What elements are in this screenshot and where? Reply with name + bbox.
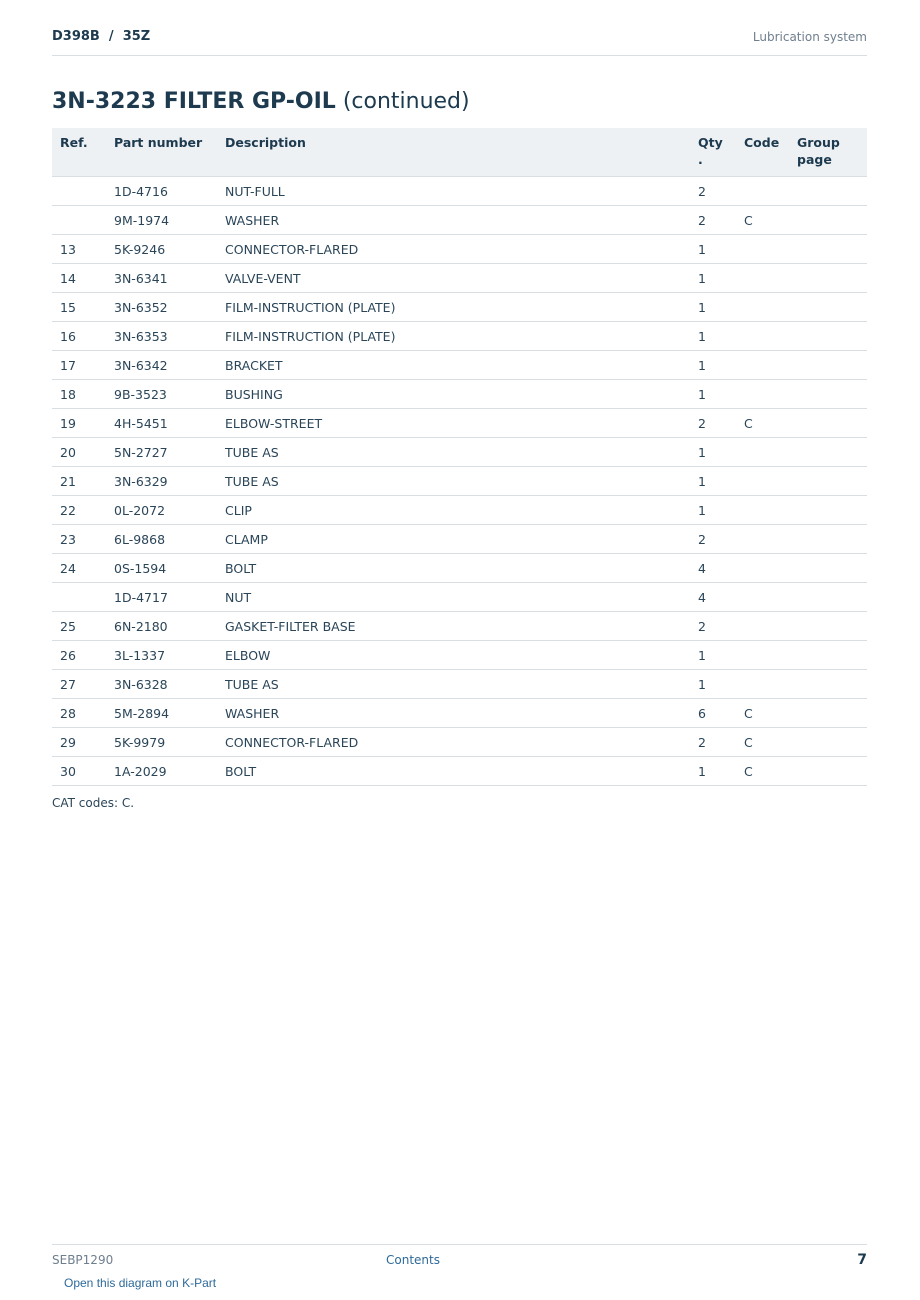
- cell-description: WASHER: [217, 699, 690, 728]
- cell-ref: 14: [52, 264, 106, 293]
- parts-table: [52, 128, 867, 786]
- cell-ref: 15: [52, 293, 106, 322]
- cell-group-page: [789, 496, 867, 525]
- cell-description: TUBE AS: [217, 467, 690, 496]
- cell-code: [736, 641, 789, 670]
- table-row: [52, 467, 867, 496]
- cell-group-page: [789, 554, 867, 583]
- cell-part-number: 1D-4716: [106, 177, 217, 206]
- cell-qty: 1: [690, 264, 736, 293]
- doc-id: SEBP1290: [52, 1253, 114, 1267]
- header-description: Description: [217, 128, 690, 177]
- cell-code: C: [736, 757, 789, 786]
- cell-qty: 1: [690, 322, 736, 351]
- cell-ref: 20: [52, 438, 106, 467]
- cell-description: FILM-INSTRUCTION (PLATE): [217, 293, 690, 322]
- cell-description: TUBE AS: [217, 438, 690, 467]
- cell-description: ELBOW: [217, 641, 690, 670]
- page-footer: [52, 1244, 867, 1275]
- cell-qty: 1: [690, 641, 736, 670]
- cell-code: C: [736, 409, 789, 438]
- cell-qty: 1: [690, 380, 736, 409]
- cell-group-page: [789, 438, 867, 467]
- cell-description: NUT: [217, 583, 690, 612]
- cell-code: C: [736, 206, 789, 235]
- cell-description: BOLT: [217, 757, 690, 786]
- cell-code: [736, 380, 789, 409]
- table-row: [52, 264, 867, 293]
- cell-part-number: 3N-6342: [106, 351, 217, 380]
- cell-code: C: [736, 699, 789, 728]
- cell-code: [736, 351, 789, 380]
- cell-description: CONNECTOR-FLARED: [217, 235, 690, 264]
- cell-qty: 4: [690, 583, 736, 612]
- cell-qty: 1: [690, 496, 736, 525]
- cell-group-page: [789, 322, 867, 351]
- cell-qty: 1: [690, 351, 736, 380]
- table-row: [52, 235, 867, 264]
- cell-ref: 24: [52, 554, 106, 583]
- cell-code: [736, 264, 789, 293]
- cell-description: BUSHING: [217, 380, 690, 409]
- cell-ref: [52, 206, 106, 235]
- cell-code: [736, 612, 789, 641]
- table-row: [52, 699, 867, 728]
- cell-group-page: [789, 235, 867, 264]
- cell-description: GASKET-FILTER BASE: [217, 612, 690, 641]
- cell-group-page: [789, 670, 867, 699]
- cell-description: BOLT: [217, 554, 690, 583]
- cell-qty: 2: [690, 206, 736, 235]
- header-code: Code: [736, 128, 789, 177]
- cell-qty: 1: [690, 293, 736, 322]
- table-row: [52, 351, 867, 380]
- table-row: [52, 322, 867, 351]
- cell-group-page: [789, 612, 867, 641]
- table-row: [52, 293, 867, 322]
- cell-qty: 4: [690, 554, 736, 583]
- cell-ref: 17: [52, 351, 106, 380]
- cell-ref: [52, 177, 106, 206]
- cell-part-number: 1D-4717: [106, 583, 217, 612]
- header-qty-line1: Qty: [698, 135, 723, 150]
- cell-part-number: 5M-2894: [106, 699, 217, 728]
- cell-group-page: [789, 351, 867, 380]
- cell-qty: 1: [690, 467, 736, 496]
- cell-description: ELBOW-STREET: [217, 409, 690, 438]
- cell-code: [736, 496, 789, 525]
- cell-code: [736, 525, 789, 554]
- cell-qty: 1: [690, 670, 736, 699]
- cell-description: FILM-INSTRUCTION (PLATE): [217, 322, 690, 351]
- header-part-number: Part number: [106, 128, 217, 177]
- cell-part-number: 3L-1337: [106, 641, 217, 670]
- cell-part-number: 3N-6328: [106, 670, 217, 699]
- cell-qty: 2: [690, 525, 736, 554]
- cell-description: BRACKET: [217, 351, 690, 380]
- cell-part-number: 3N-6353: [106, 322, 217, 351]
- table-row: [52, 438, 867, 467]
- header-group-page: [789, 128, 867, 177]
- cell-ref: 13: [52, 235, 106, 264]
- cell-qty: 2: [690, 728, 736, 757]
- cell-group-page: [789, 264, 867, 293]
- cell-code: [736, 322, 789, 351]
- cell-group-page: [789, 583, 867, 612]
- cell-ref: 27: [52, 670, 106, 699]
- cell-ref: 26: [52, 641, 106, 670]
- cell-ref: 25: [52, 612, 106, 641]
- cell-qty: 1: [690, 235, 736, 264]
- table-header-row: [52, 128, 867, 177]
- header-qty-line2: .: [698, 152, 703, 167]
- cell-qty: 6: [690, 699, 736, 728]
- cell-ref: 21: [52, 467, 106, 496]
- section-label: Lubrication system: [752, 30, 867, 44]
- cell-ref: 22: [52, 496, 106, 525]
- header-qty: [690, 128, 736, 177]
- cell-qty: 2: [690, 612, 736, 641]
- cell-ref: [52, 583, 106, 612]
- cell-part-number: 5K-9246: [106, 235, 217, 264]
- header-ref: Ref.: [52, 128, 106, 177]
- cell-code: [736, 467, 789, 496]
- page-header: [52, 28, 867, 56]
- cell-description: CLIP: [217, 496, 690, 525]
- cell-group-page: [789, 728, 867, 757]
- table-row: [52, 641, 867, 670]
- cell-qty: 1: [690, 438, 736, 467]
- table-row: [52, 612, 867, 641]
- cell-part-number: 6L-9868: [106, 525, 217, 554]
- cell-code: [736, 554, 789, 583]
- table-row: [52, 525, 867, 554]
- cell-ref: 30: [52, 757, 106, 786]
- cell-part-number: 6N-2180: [106, 612, 217, 641]
- cell-qty: 2: [690, 409, 736, 438]
- cell-code: [736, 293, 789, 322]
- cell-group-page: [789, 699, 867, 728]
- cell-ref: 18: [52, 380, 106, 409]
- cell-part-number: 5K-9979: [106, 728, 217, 757]
- cell-qty: 1: [690, 757, 736, 786]
- title-suffix: (continued): [342, 89, 470, 114]
- cell-part-number: 3N-6329: [106, 467, 217, 496]
- cell-ref: 23: [52, 525, 106, 554]
- cell-group-page: [789, 177, 867, 206]
- cell-group-page: [789, 525, 867, 554]
- contents-link[interactable]: Contents: [386, 1253, 440, 1267]
- cell-group-page: [789, 641, 867, 670]
- header-group-line2: page: [797, 152, 832, 167]
- cell-group-page: [789, 293, 867, 322]
- cell-part-number: 0L-2072: [106, 496, 217, 525]
- cell-description: WASHER: [217, 206, 690, 235]
- cat-codes-note: CAT codes: C.: [52, 796, 135, 810]
- table-row: [52, 583, 867, 612]
- cell-ref: 28: [52, 699, 106, 728]
- cell-ref: 16: [52, 322, 106, 351]
- table-row: [52, 757, 867, 786]
- page-number: 7: [857, 1252, 867, 1268]
- cell-code: [736, 177, 789, 206]
- cell-part-number: 1A-2029: [106, 757, 217, 786]
- cell-group-page: [789, 467, 867, 496]
- model-label: D398B / 35Z: [52, 29, 151, 44]
- cell-part-number: 0S-1594: [106, 554, 217, 583]
- cell-code: C: [736, 728, 789, 757]
- table-row: [52, 409, 867, 438]
- table-row: [52, 496, 867, 525]
- cell-part-number: 3N-6352: [106, 293, 217, 322]
- cell-description: TUBE AS: [217, 670, 690, 699]
- cell-description: CLAMP: [217, 525, 690, 554]
- cell-part-number: 3N-6341: [106, 264, 217, 293]
- kpart-link[interactable]: Open this diagram on K-Part: [64, 1276, 217, 1290]
- cell-description: VALVE-VENT: [217, 264, 690, 293]
- cell-code: [736, 583, 789, 612]
- cell-qty: 2: [690, 177, 736, 206]
- cell-description: NUT-FULL: [217, 177, 690, 206]
- cell-ref: 19: [52, 409, 106, 438]
- table-row: [52, 177, 867, 206]
- header-group-line1: Group: [797, 135, 840, 150]
- table-row: [52, 554, 867, 583]
- cell-code: [736, 235, 789, 264]
- cell-group-page: [789, 380, 867, 409]
- table-row: [52, 728, 867, 757]
- table-row: [52, 380, 867, 409]
- page-title: [52, 89, 470, 114]
- cell-group-page: [789, 757, 867, 786]
- table-row: [52, 670, 867, 699]
- table-row: [52, 206, 867, 235]
- cell-part-number: 9B-3523: [106, 380, 217, 409]
- cell-part-number: 5N-2727: [106, 438, 217, 467]
- cell-code: [736, 670, 789, 699]
- cell-group-page: [789, 206, 867, 235]
- cell-ref: 29: [52, 728, 106, 757]
- cell-description: CONNECTOR-FLARED: [217, 728, 690, 757]
- title-part: 3N-3223 FILTER GP-OIL: [52, 89, 336, 114]
- cell-code: [736, 438, 789, 467]
- cell-group-page: [789, 409, 867, 438]
- cell-part-number: 9M-1974: [106, 206, 217, 235]
- cell-part-number: 4H-5451: [106, 409, 217, 438]
